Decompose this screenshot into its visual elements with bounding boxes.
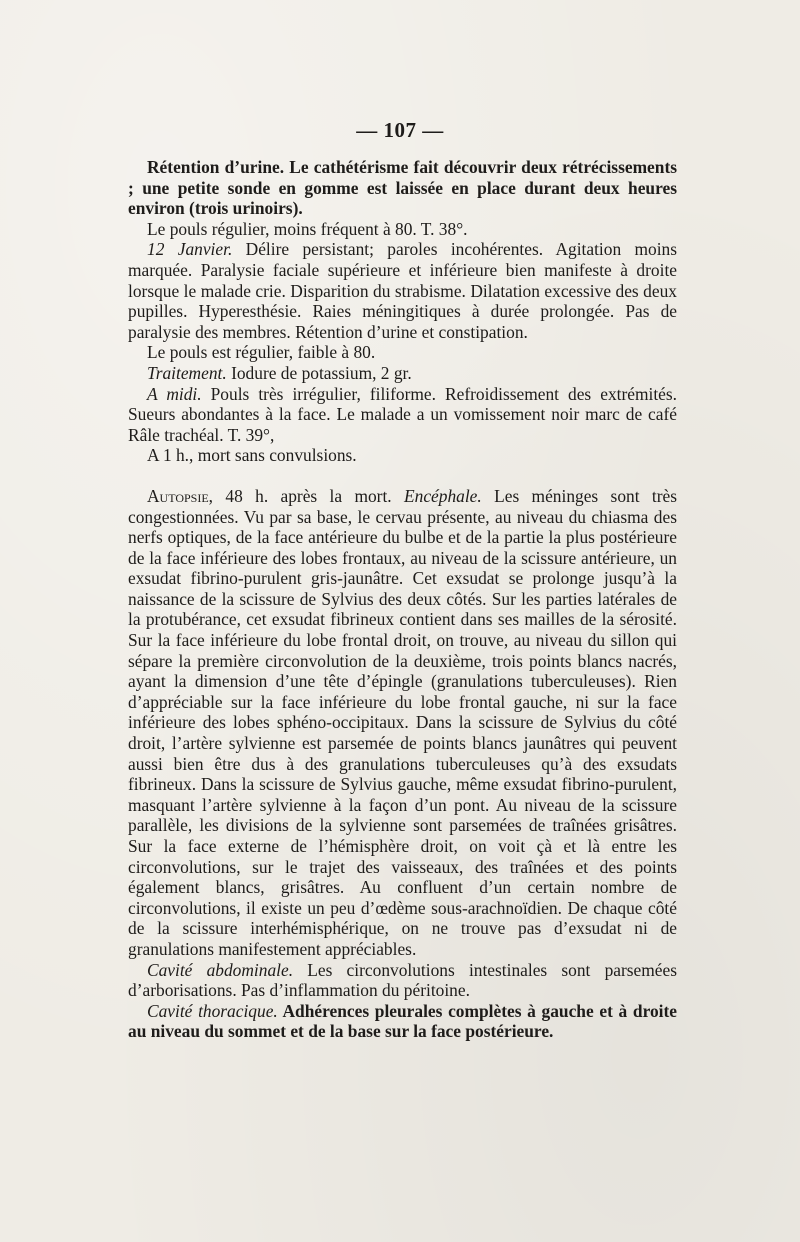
paragraph-text: 48 h. après la mort.: [213, 485, 404, 506]
paragraph: [128, 384, 677, 446]
paragraph-text: Les méninges sont très congestionnées. Vu par sa base, le cervau présente, au niveau du chiasma des nerfs optiques, de la face antérieure du bulbe et de la partie la plus postérieure de la face inférieure des lobes frontaux, au niveau de la scissure antérieure, un exsudat fibrino-purulent gris-jaunâtre. Cet exsudat se prolonge jusqu’à la naissance de la scissure de Sylvius des deux côtés. Sur les parties latérales de la protubérance, cet exsudat fibrineux contient dans ses mailles de la sérosité. Sur la face inférieure du lobe frontal droit, on trouve, au niveau du sillon qui sépare la première circonvolution de la deuxième, trois points blancs nacrés, ayant la dimension d’une tête d’épingle (granulations tuberculeuses). Rien d’appréciable sur la face inférieure du lobe frontal gauche, ni sur la face inférieure des lobes sphéno-occipitaux. Dans la scissure de Sylvius du côté droit, l’artère sylvienne est parsemée de points blancs jaunâtres qui peuvent aussi bien être dus à des granulations tuberculeuses qu’à des exsudats fibrineux. Dans la scissure de Sylvius gauche, même exsudat fibrino-purulent, masquant l’artère sylvienne à la façon d’un pont. Au niveau de la scissure parallèle, les divisions de la sylvienne sont parsemées de traînées grisâtres. Sur la face externe de l’hémisphère droit, on voit çà et là entre les circonvolutions, sur le trajet des vaisseaux, des traînées et des points également blancs, grisâtres. Au confluent d’un certain nombre de circonvolutions, il existe un peu d’œdème sous-arachnoïdien. De chaque côté de la scissure interhémisphérique, on ne trouve pas d’exsudat ni de granulations manifestement appréciables.: [128, 485, 677, 959]
page-number: — 107 —: [356, 118, 444, 142]
paragraph-lead: A midi.: [147, 383, 202, 404]
section-heading: Autopsie,: [147, 485, 214, 506]
paragraph: [128, 363, 677, 384]
paragraph-lead: Cavité thoracique.: [147, 1000, 278, 1021]
paragraph-text: A 1 h., mort sans convulsions.: [147, 445, 357, 466]
paragraph-text: Le pouls est régulier, faible à 80.: [147, 342, 376, 363]
paragraph: [128, 445, 677, 466]
paragraph-text: Rétention d’urine. Le cathétérisme fait découvrir deux rétrécissements ; une petite sonde en gomme est laissée en place durant deux heures environ (trois urinoirs).: [128, 157, 677, 219]
paragraph-text: Iodure de potassium, 2 gr.: [226, 362, 412, 383]
paragraph: [128, 157, 677, 219]
paragraph: [128, 342, 677, 363]
paragraph-text: Le pouls régulier, moins fréquent à 80. T. 38°.: [147, 218, 468, 239]
paragraph: [128, 219, 677, 240]
paragraph-lead: Encéphale.: [404, 485, 482, 506]
paragraph-lead: 12 Janvier.: [147, 239, 233, 260]
paragraph: [128, 486, 677, 960]
paragraph: [128, 1001, 677, 1042]
paragraph-gap: [128, 466, 677, 486]
paragraph-lead: Traitement.: [147, 362, 227, 383]
paragraph-text: Adhérences pleurales complètes à gauche et à droite au niveau du sommet et de la base sur la face postérieure.: [128, 1000, 678, 1042]
paragraph: [128, 960, 677, 1001]
paragraph-text: Délire persistant; paroles incohérentes. Agitation moins marquée. Paralysie faciale supérieure et inférieure bien manifeste à droite lorsque le malade crie. Disparition du strabisme. Dilatation excessive des deux pupilles. Hyperesthésie. Raies méningitiques à durée prolongée. Pas de paralysie des membres. Rétention d’urine et constipation.: [128, 239, 677, 342]
paragraph-text: Les circonvolutions intestinales sont parsemées d’arborisations. Pas d’inflammation du péritoine.: [128, 959, 677, 1001]
paragraph-lead: Cavité abdominale.: [147, 959, 294, 980]
body-text: [128, 157, 677, 1042]
paragraph-text: Pouls très irrégulier, filiforme. Refroidissement des extrémités. Sueurs abondantes à la face. Le malade a un vomissement noir marc de café Râle trachéal. T. 39°,: [128, 383, 678, 445]
paragraph: [128, 239, 677, 342]
